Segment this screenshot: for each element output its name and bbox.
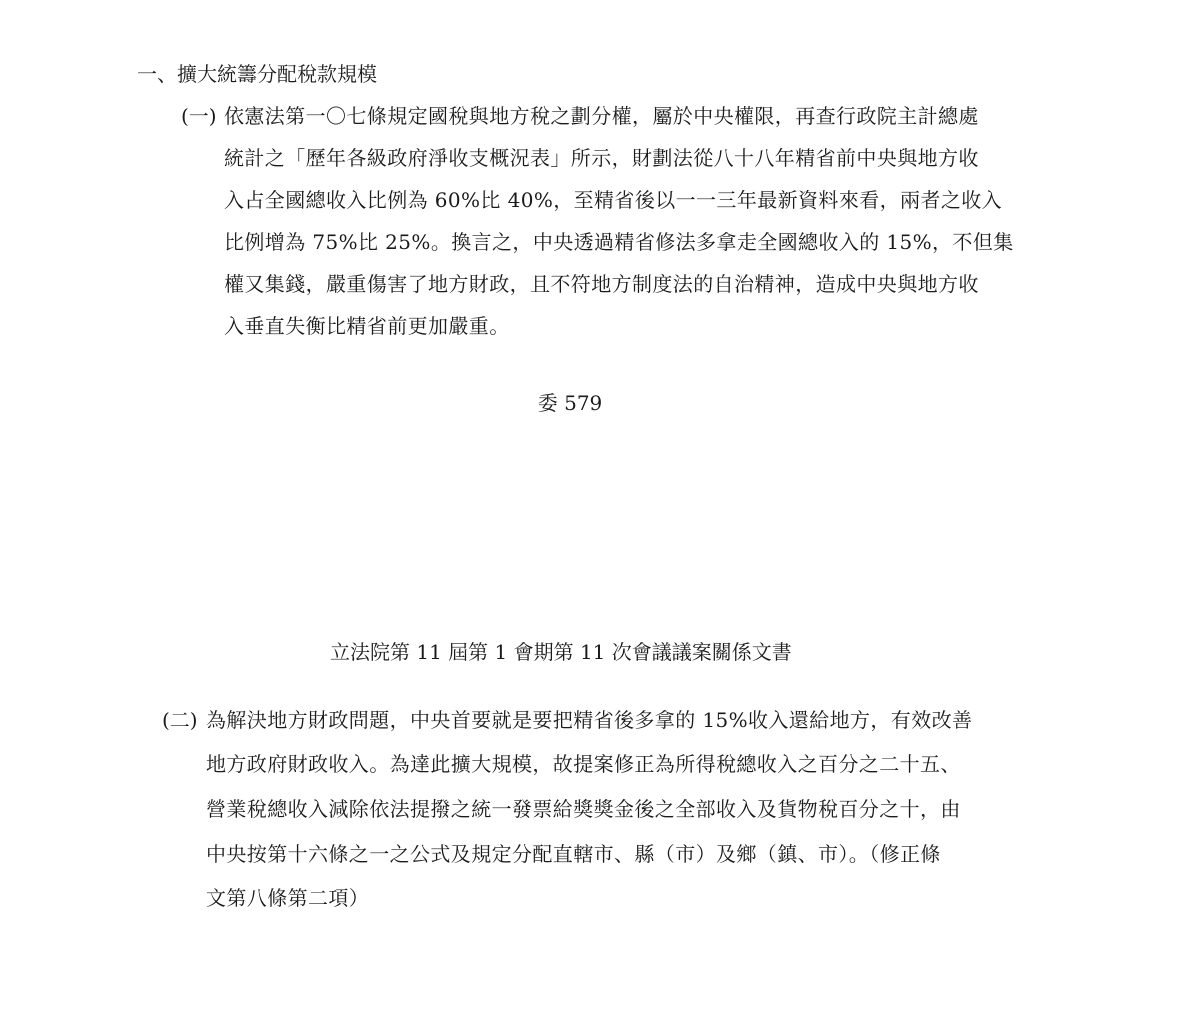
item-1-label: (一) xyxy=(181,104,217,128)
item-2-line-5: 文第八條第二項） xyxy=(206,886,370,910)
item-1-line-3: 入占全國總收入比例為 60%比 40%，至精省後以一一三年最新資料來看，兩者之收入 xyxy=(224,188,1003,212)
item-1-line-2: 統計之「歷年各級政府淨收支概況表」所示，財劃法從八十八年精省前中央與地方收 xyxy=(224,146,979,170)
item-2-line-2: 地方政府財政收入。為達此擴大規模，故提案修正為所得稅總收入之百分之二十五、 xyxy=(206,752,961,776)
running-header: 立法院第 11 屆第 1 會期第 11 次會議議案關係文書 xyxy=(330,640,792,664)
item-2-line-3: 營業稅總收入減除依法提撥之統一發票給獎獎金後之全部收入及貨物稅百分之十，由 xyxy=(206,797,961,821)
item-2-line-1: 為解決地方財政問題，中央首要就是要把精省後多拿的 15%收入還給地方，有效改善 xyxy=(206,708,973,732)
section-heading: 一、擴大統籌分配稅款規模 xyxy=(137,62,377,86)
item-2-label: (二) xyxy=(162,708,198,732)
item-1-line-1: 依憲法第一〇七條規定國稅與地方稅之劃分權，屬於中央權限，再查行政院主計總處 xyxy=(224,104,979,128)
item-1-line-4: 比例增為 75%比 25%。換言之，中央透過精省修法多拿走全國總收入的 15%，不但集 xyxy=(224,230,1014,254)
page-number: 委 579 xyxy=(537,391,603,415)
item-2-line-4: 中央按第十六條之一之公式及規定分配直轄市、縣（市）及鄉（鎮、市）。（修正條 xyxy=(206,842,941,866)
item-1-line-5: 權又集錢，嚴重傷害了地方財政，且不符地方制度法的自治精神，造成中央與地方收 xyxy=(224,272,979,296)
item-1-line-6: 入垂直失衡比精省前更加嚴重。 xyxy=(224,314,510,338)
